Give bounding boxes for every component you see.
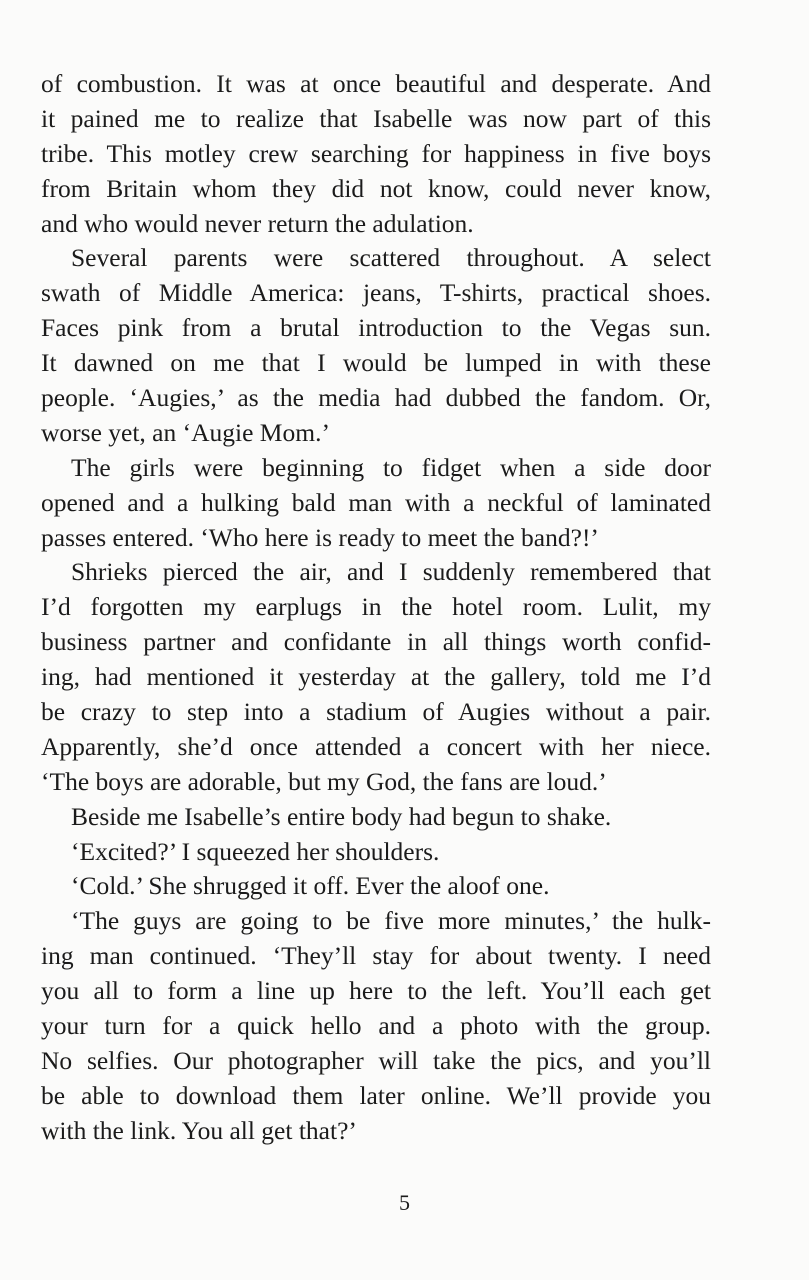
text-line: and who would never return the adulation.	[41, 208, 474, 238]
page-number: 5	[399, 1190, 410, 1215]
text-line: No selfies. Our photographer will take the pics, and you’ll	[41, 1045, 711, 1075]
text-line: Apparently, she’d once attended a concert with her niece.	[41, 731, 711, 761]
text-line: of combustion. It was at once beautiful and desperate. And	[41, 69, 711, 98]
text-line: with the link. You all get that?’	[41, 1115, 357, 1145]
text-line: business partner and confidante in all things worth confid-	[41, 627, 711, 657]
text-line: ‘Excited?’ I squeezed her shoulders.	[71, 836, 440, 866]
text-line: It dawned on me that I would be lumped in with these	[41, 348, 711, 378]
text-line: Several parents were scattered throughout. A select	[71, 243, 711, 273]
text-line: The girls were beginning to fidget when a side door	[71, 452, 711, 482]
text-line: I’d forgotten my earplugs in the hotel room. Lulit, my	[41, 592, 711, 622]
text-line: Shrieks pierced the air, and I suddenly remembered that	[71, 557, 711, 587]
text-line: worse yet, an ‘Augie Mom.’	[41, 417, 330, 447]
text-line: ‘Cold.’ She shrugged it off. Ever the aloof one.	[71, 871, 550, 901]
text-line: ‘The guys are going to be five more minutes,’ the hulk-	[71, 906, 711, 936]
text-line: passes entered. ‘Who here is ready to meet the band?!’	[41, 522, 599, 552]
text-line: Faces pink from a brutal introduction to the Vegas sun.	[41, 313, 711, 343]
text-line: ing, had mentioned it yesterday at the gallery, told me I’d	[41, 662, 711, 692]
text-line: people. ‘Augies,’ as the media had dubbed the fandom. Or,	[41, 383, 711, 413]
text-line: be able to download them later online. We’ll provide you	[41, 1080, 711, 1110]
text-line: your turn for a quick hello and a photo with the group.	[41, 1011, 711, 1041]
text-line: ing man continued. ‘They’ll stay for about twenty. I need	[41, 941, 711, 971]
text-line: opened and a hulking bald man with a neckful of laminated	[41, 487, 711, 517]
text-line: Beside me Isabelle’s entire body had begun to shake.	[71, 801, 612, 831]
text-line: you all to form a line up here to the left. You’ll each get	[41, 976, 711, 1006]
text-line: be crazy to step into a stadium of Augies without a pair.	[41, 697, 711, 727]
text-line: from Britain whom they did not know, could never know,	[41, 173, 711, 203]
text-line: ‘The boys are adorable, but my God, the fans are loud.’	[41, 766, 607, 796]
text-line: tribe. This motley crew searching for happiness in five boys	[41, 138, 711, 168]
text-line: swath of Middle America: jeans, T-shirts, practical shoes.	[41, 278, 711, 308]
text-line: it pained me to realize that Isabelle was now part of this	[41, 103, 711, 133]
body-text	[41, 67, 711, 1149]
